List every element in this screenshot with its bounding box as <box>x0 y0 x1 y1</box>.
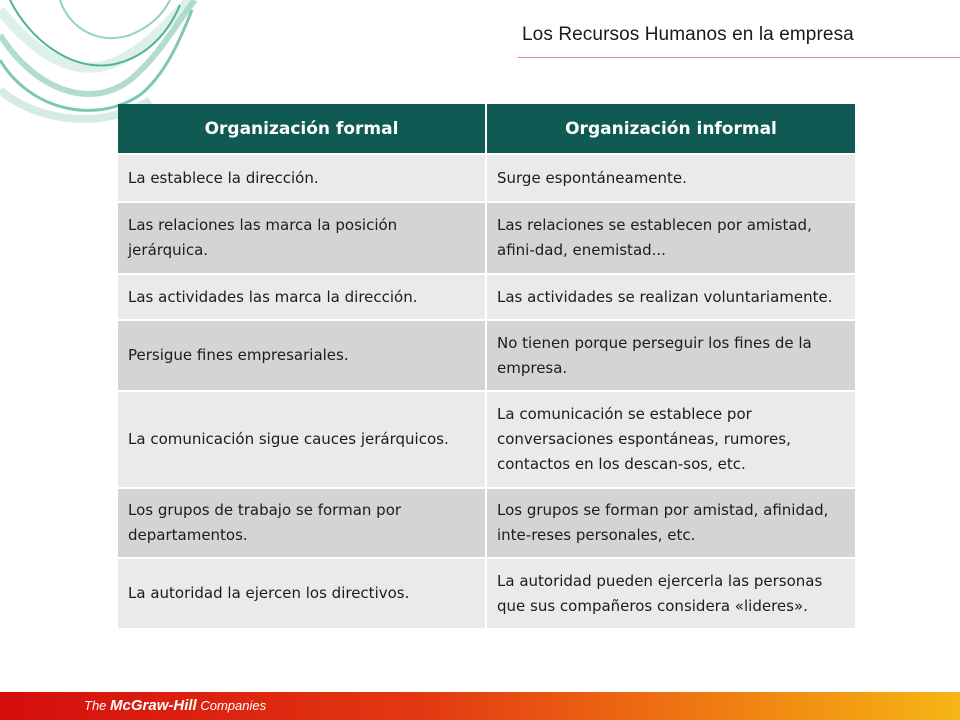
table-row <box>118 154 855 202</box>
table-row <box>118 391 855 488</box>
table-cell: La autoridad pueden ejercerla las personas que sus compañeros considera «lideres». <box>486 558 855 628</box>
footer-bar <box>0 692 960 720</box>
table-cell: Los grupos de trabajo se forman por departamentos. <box>118 488 486 558</box>
table-cell: Las relaciones las marca la posición jerárquica. <box>118 202 486 274</box>
table-cell: La autoridad la ejercen los directivos. <box>118 558 486 628</box>
table-cell: Persigue fines empresariales. <box>118 320 486 391</box>
header-divider <box>518 57 960 58</box>
table-row <box>118 274 855 320</box>
page-title: Los Recursos Humanos en la empresa <box>522 24 854 45</box>
table-row <box>118 558 855 628</box>
table-cell: Las relaciones se establecen por amistad, afini-dad, enemistad... <box>486 202 855 274</box>
table-cell: Las actividades se realizan voluntariamente. <box>486 274 855 320</box>
column-header-informal: Organización informal <box>486 104 855 154</box>
table-cell: La comunicación sigue cauces jerárquicos. <box>118 391 486 488</box>
column-header-formal: Organización formal <box>118 104 486 154</box>
brand-name: McGraw-Hill <box>110 697 197 714</box>
table-row <box>118 320 855 391</box>
table-row <box>118 488 855 558</box>
brand-prefix: The <box>84 698 107 713</box>
comparison-table <box>118 104 855 628</box>
table-cell: La establece la dirección. <box>118 154 486 202</box>
table-cell: Los grupos se forman por amistad, afinidad, inte-reses personales, etc. <box>486 488 855 558</box>
table-row <box>118 202 855 274</box>
table-cell: Las actividades las marca la dirección. <box>118 274 486 320</box>
table-header-row <box>118 104 855 154</box>
brand-suffix: Companies <box>200 698 267 713</box>
table-cell: Surge espontáneamente. <box>486 154 855 202</box>
mcgraw-hill-logo <box>84 697 266 715</box>
table-cell: La comunicación se establece por conversaciones espontáneas, rumores, contactos en los descan-sos, etc. <box>486 391 855 488</box>
table-cell: No tienen porque perseguir los fines de la empresa. <box>486 320 855 391</box>
